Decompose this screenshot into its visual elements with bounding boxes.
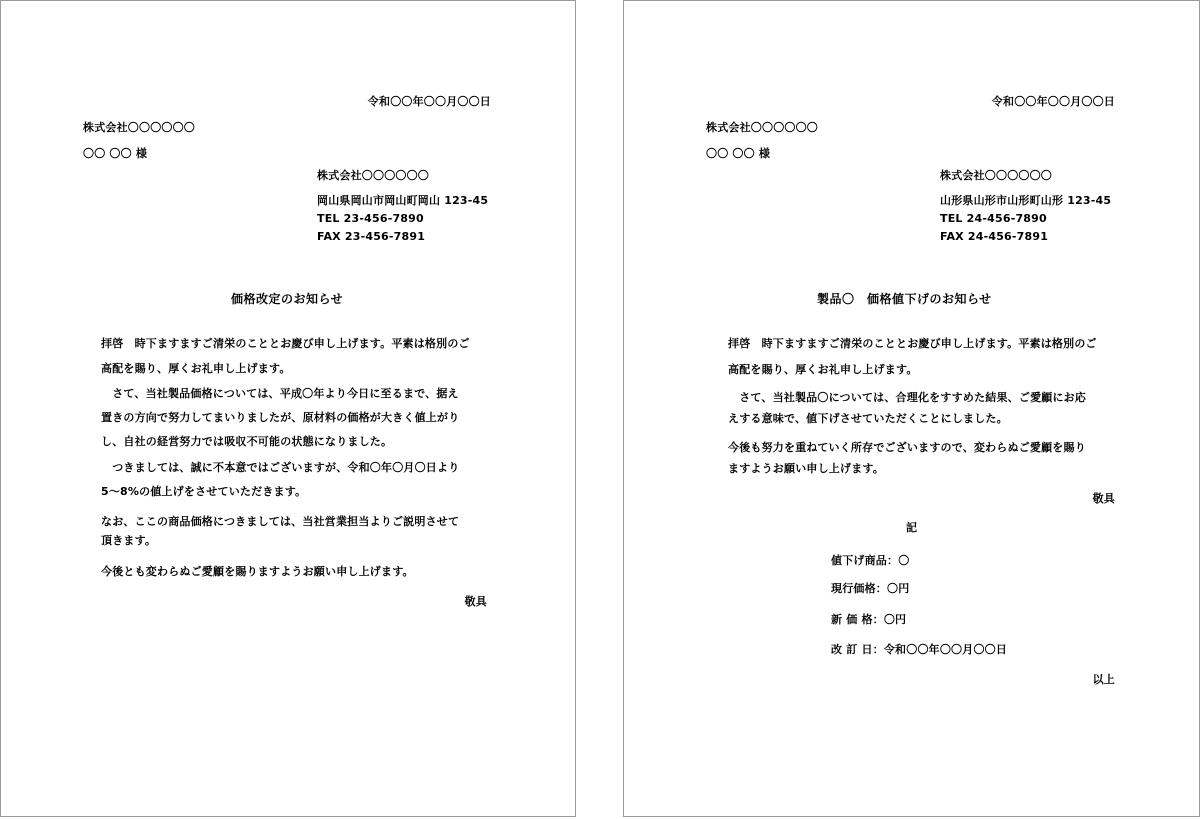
body-line: えする意味で、値下げさせていただくことにしました。 — [728, 412, 1008, 425]
sender-fax: FAX 23-456-7891 — [317, 230, 426, 243]
recipient-name: 〇〇 〇〇 様 — [706, 147, 771, 160]
record-item-new-price: 新 価 格：〇円 — [831, 613, 907, 626]
letter-date: 令和〇〇年〇〇月〇〇日 — [367, 95, 491, 108]
sender-address: 岡山県岡山市岡山町岡山 123-45 — [317, 194, 489, 207]
end-mark-ijou: 以上 — [1092, 673, 1115, 686]
body-line: 5～8%の値上げをさせていただきます。 — [101, 485, 307, 498]
recipient-company: 株式会社〇〇〇〇〇〇 — [83, 121, 195, 134]
body-line: 拝啓 時下ますますご清栄のこととお慶び申し上げます。平素は格別のご — [728, 337, 1097, 350]
record-item-revision-date: 改 訂 日：令和〇〇年〇〇月〇〇日 — [831, 643, 1008, 656]
body-line: 拝啓 時下ますますご清栄のこととお慶び申し上げます。平素は格別のご — [101, 337, 470, 350]
body-line: 置きの方向で努力してまいりましたが、原材料の価格が大きく値上がり — [101, 411, 460, 424]
closing-keigu: 敬具 — [1092, 492, 1115, 505]
letter-page-price-revision — [0, 0, 576, 817]
letter-page-price-reduction — [623, 0, 1200, 817]
body-line: 今後とも変わらぬご愛顧を賜りますようお願い申し上げます。 — [101, 565, 414, 578]
sender-tel: TEL 24-456-7890 — [940, 212, 1047, 225]
body-line: ますようお願い申し上げます。 — [728, 462, 884, 475]
record-heading: 記 — [906, 521, 918, 534]
letter-title: 製品〇 価格値下げのお知らせ — [817, 292, 992, 306]
body-line: なお、ここの商品価格につきましては、当社営業担当よりご説明させて — [101, 515, 460, 528]
body-line: さて、当社製品〇については、合理化をすすめた結果、ご愛顧にお応 — [728, 391, 1087, 404]
letter-date: 令和〇〇年〇〇月〇〇日 — [991, 95, 1115, 108]
record-item-discount-product: 値下げ商品：〇 — [831, 554, 910, 567]
recipient-company: 株式会社〇〇〇〇〇〇 — [706, 121, 818, 134]
sender-fax: FAX 24-456-7891 — [940, 230, 1049, 243]
body-line: し、自社の経営努力では吸収不可能の状態になりました。 — [101, 435, 393, 448]
closing-keigu: 敬具 — [464, 595, 487, 608]
sender-company: 株式会社〇〇〇〇〇〇 — [940, 169, 1052, 182]
sender-company: 株式会社〇〇〇〇〇〇 — [317, 169, 429, 182]
body-line: つきましては、誠に不本意ではございますが、令和〇年〇月〇日より — [101, 461, 460, 474]
sender-address: 山形県山形市山形町山形 123-45 — [940, 194, 1112, 207]
sender-tel: TEL 23-456-7890 — [317, 212, 424, 225]
record-item-current-price: 現行価格：〇円 — [831, 582, 910, 595]
letter-title: 価格改定のお知らせ — [231, 292, 344, 306]
recipient-name: 〇〇 〇〇 様 — [83, 147, 148, 160]
body-line: 高配を賜り、厚くお礼申し上げます。 — [728, 363, 918, 376]
body-line: さて、当社製品価格については、平成〇年より今日に至るまで、据え — [101, 387, 459, 400]
body-line: 今後も努力を重ねていく所存でございますので、変わらぬご愛顧を賜り — [728, 441, 1086, 454]
body-line: 高配を賜り、厚くお礼申し上げます。 — [101, 362, 291, 375]
body-line: 頂きます。 — [101, 534, 157, 547]
